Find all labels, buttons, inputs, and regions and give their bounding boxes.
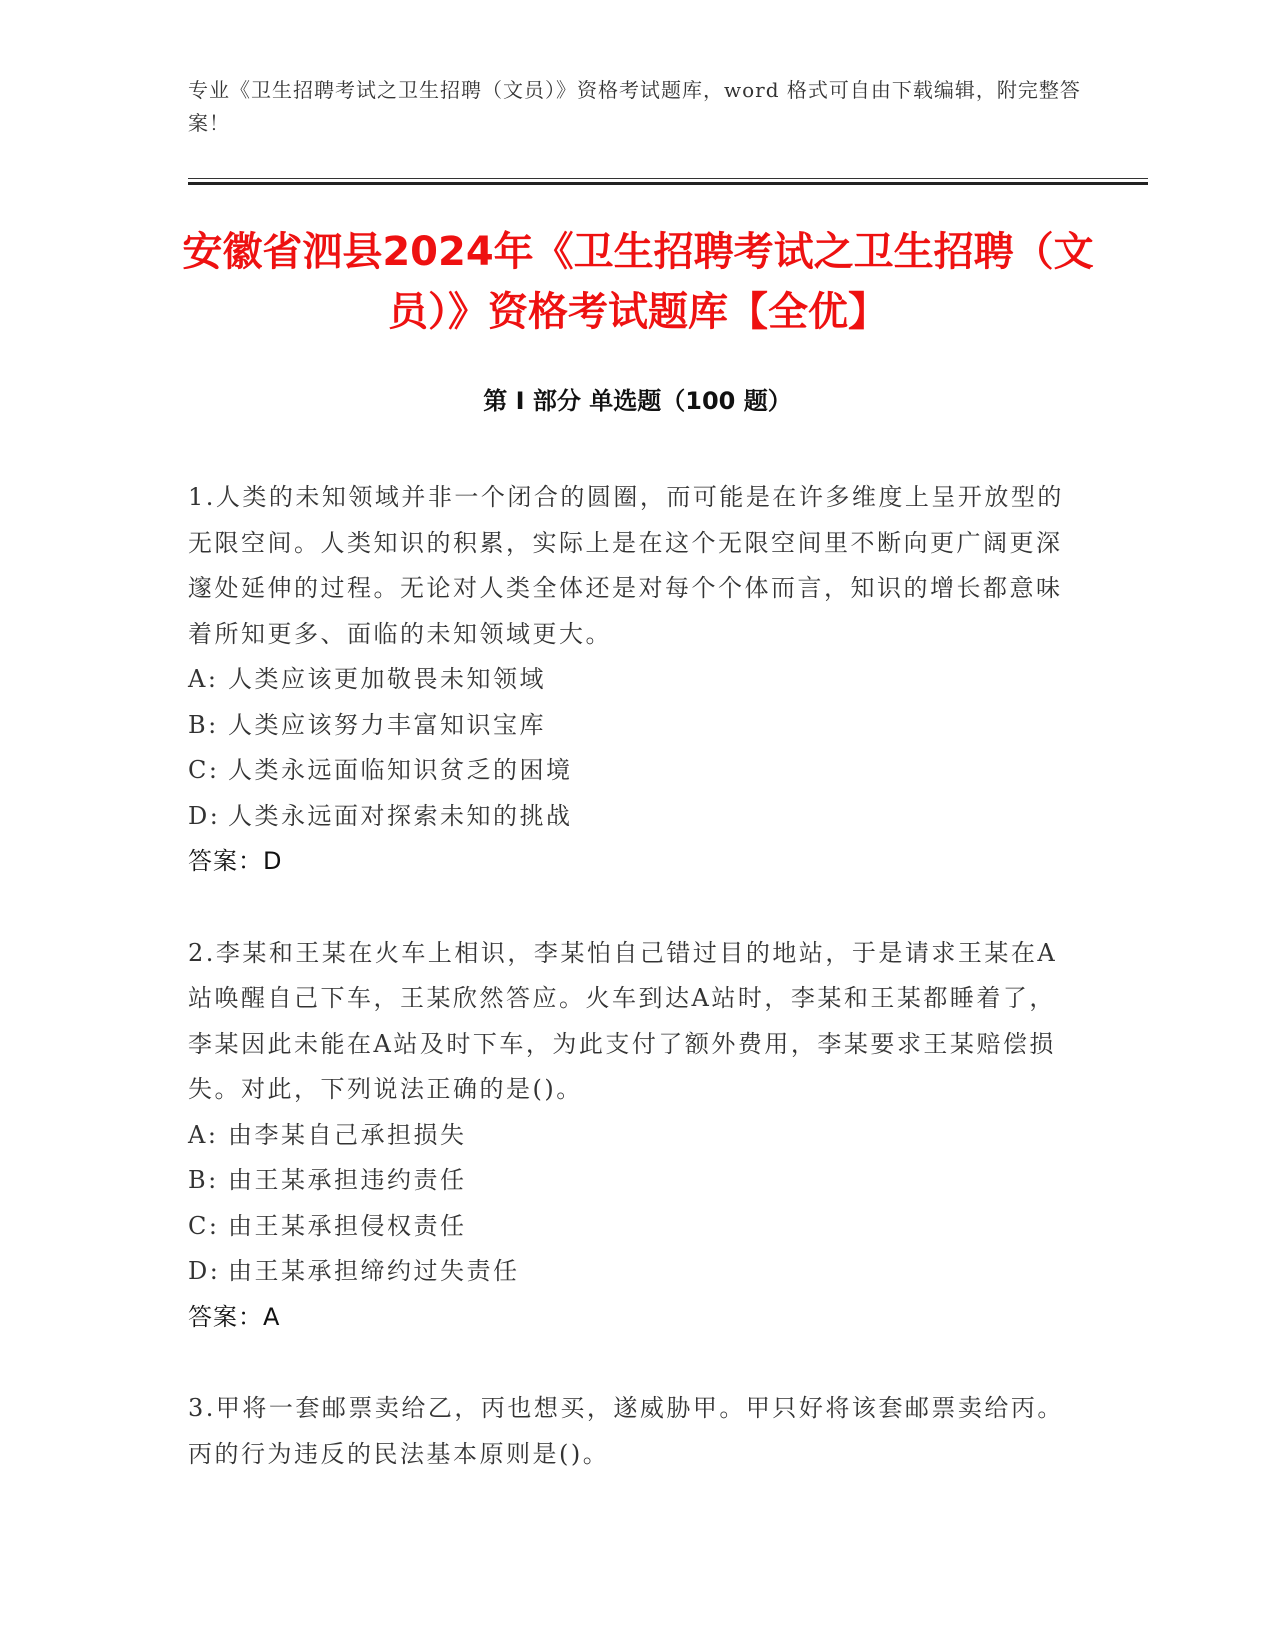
question-list: [188, 475, 1068, 1523]
section-heading: 第 I 部分 单选题（100 题）: [483, 387, 792, 415]
option-b: [188, 703, 1068, 749]
option-letter: D:: [188, 1257, 221, 1285]
option-letter: A:: [188, 665, 219, 693]
option-letter: B:: [188, 1166, 219, 1194]
option-text: 由王某承担缔约过失责任: [228, 1257, 520, 1285]
option-text: 人类永远面临知识贫乏的困境: [228, 756, 573, 784]
option-text: 由王某承担侵权责任: [228, 1211, 467, 1240]
document-title: 安徽省泗县2024年《卫生招聘考试之卫生招聘（文员）》资格考试题库【全优】: [182, 229, 1094, 335]
option-text: 由王某承担违约责任: [228, 1166, 467, 1194]
option-text: 人类应该更加敬畏未知领域: [228, 665, 546, 693]
option-letter: A:: [188, 1120, 219, 1149]
option-letter: C:: [188, 1211, 220, 1240]
option-a: [188, 1113, 1068, 1159]
answer-line: 答案：D: [188, 847, 283, 875]
option-text: 人类应该努力丰富知识宝库: [228, 710, 546, 739]
option-text: 由李某自己承担损失: [228, 1120, 467, 1149]
question-2: [188, 931, 1068, 1341]
option-letter: D:: [188, 801, 221, 830]
question-stem: 1.人类的未知领域并非一个闭合的圆圈，而可能是在许多维度上呈开放型的无限空间。人类知识的积累，实际上是在这个无限空间里不断向更广阔更深邃处延伸的过程。无论对人类全体还是对每个个体而言，知识的增长都意味着所知更多、面临的未知领域更大。: [188, 483, 1064, 648]
question-1: [188, 475, 1068, 885]
header-divider-thin: [188, 178, 1148, 179]
header-divider-thick: [188, 182, 1148, 185]
option-c: [188, 1204, 1068, 1250]
question-stem: 2.李某和王某在火车上相识，李某怕自己错过目的地站，于是请求王某在A站唤醒自己下车，王某欣然答应。火车到达A站时，李某和王某都睡着了，李某因此未能在A站及时下车，为此支付了额外费用，李某要求王某赔偿损失。对此，下列说法正确的是()。: [188, 938, 1058, 1103]
option-d: [188, 794, 1068, 840]
answer-line: 答案：A: [188, 1302, 281, 1331]
option-letter: C:: [188, 756, 220, 784]
header-note: 专业《卫生招聘考试之卫生招聘（文员）》资格考试题库，word 格式可自由下载编辑，附完整答案！: [188, 78, 1081, 135]
option-d: [188, 1249, 1068, 1295]
option-b: [188, 1158, 1068, 1204]
question-stem: 3.甲将一套邮票卖给乙，丙也想买，遂威胁甲。甲只好将该套邮票卖给丙。丙的行为违反的民法基本原则是()。: [188, 1394, 1064, 1468]
option-a: [188, 657, 1068, 703]
question-3: [188, 1386, 1068, 1477]
option-c: [188, 748, 1068, 794]
option-letter: B:: [188, 710, 219, 739]
option-text: 人类永远面对探索未知的挑战: [228, 801, 573, 830]
